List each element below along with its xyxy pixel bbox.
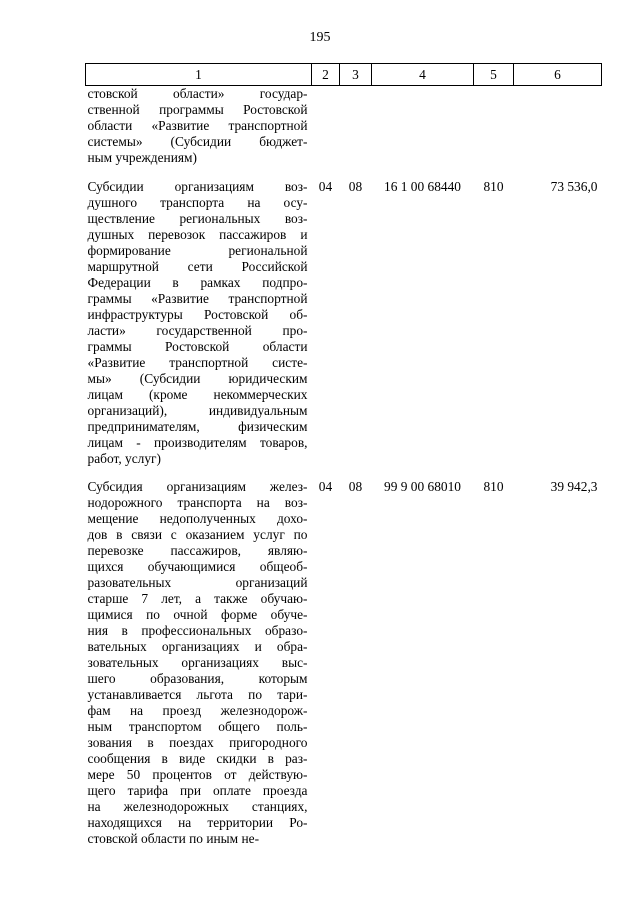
amount-value [514,86,602,172]
header-row [86,64,602,86]
description-line: граммы Ростовской области [87,339,308,354]
target-article-code: 99 9 00 68010 [384,479,461,494]
section-code: 04 [318,479,333,494]
description-line: Субсидия организациям желез- [87,479,308,494]
description-line: шего образования, которым [87,671,308,686]
table-row [86,86,602,172]
description-line: предпринимателям, физическим [87,419,308,434]
header-col-6: 6 [514,64,602,86]
description-line: Федерации в рамках подпро- [87,275,308,290]
description-line: зовательных организациях выс- [87,655,308,670]
expense-type-code: 810 [483,179,504,194]
description-line: ния в профессиональных образо- [87,623,308,638]
header-col-3: 3 [340,64,372,86]
description-line: душного транспорта на осу- [87,195,308,210]
target-article-code: 16 1 00 68440 [384,179,461,194]
description-line: фам на проезд железнодорож- [87,703,308,718]
description-line: ществление региональных воз- [87,211,308,226]
description-line: щего тарифа при оплате проезда [87,783,308,798]
header-col-5: 5 [474,64,514,86]
description-line: стовской области» государ- [87,86,308,101]
description-line: щимися по очной форме обуче- [87,607,308,622]
description-line: перевозке пассажиров, являю- [87,543,308,558]
budget-table [85,63,602,847]
description-line: зования в поездах пригородного [87,735,308,750]
description-line: мы» (Субсидии юридическим [87,371,308,386]
description-line: щихся обучающимися общеоб- [87,559,308,574]
description-line: разовательных организаций [87,575,308,590]
target-article-code [372,86,474,172]
description-line: организаций), индивидуальным [87,403,308,418]
subsection-code: 08 [348,479,363,494]
row-description [86,471,312,847]
description-line: ным учреждениям) [87,150,197,165]
description-line: старше 7 лет, а также обучаю- [87,591,308,606]
description-line: системы» (Субсидии бюджет- [87,134,308,149]
description-line: сообщения в виде скидки в раз- [87,751,308,766]
description-line: «Развитие транспортной систе- [87,355,308,370]
description-line: лицам (кроме некоммерческих [87,387,308,402]
description-line: ственной программы Ростовской [87,102,308,117]
description-line: Субсидии организациям воз- [87,179,308,194]
description-line: ласти» государственной про- [87,323,308,338]
description-line: на железнодорожных станциях, [87,799,308,814]
description-line: душных перевозок пассажиров и [87,227,308,242]
description-line: формирование региональной [87,243,308,258]
description-line: стовской области по иным не- [87,831,260,846]
amount-value: 39 942,3 [550,479,598,494]
expense-type-code: 810 [483,479,504,494]
description-line: ным транспортом общего поль- [87,719,308,734]
description-line: дов в связи с оказанием услуг по [87,527,308,542]
table-row [86,171,602,471]
description-line: вательных организациях и обра- [87,639,308,654]
section-code: 04 [318,179,333,194]
description-line: мере 50 процентов от действую- [87,767,308,782]
description-line: находящихся на территории Ро- [87,815,308,830]
description-line: устанавливается льгота по тари- [87,687,308,702]
table-row [86,471,602,847]
header-col-2: 2 [312,64,340,86]
subsection-code [340,86,372,172]
expense-type-code [474,86,514,172]
description-line: инфраструктуры Ростовской об- [87,307,308,322]
amount-value: 73 536,0 [550,179,598,194]
description-line: области «Развитие транспортной [87,118,308,133]
description-line: работ, услуг) [87,451,161,466]
row-description [86,171,312,471]
section-code [312,86,340,172]
description-line: нодорожного транспорта на воз- [87,495,308,510]
row-description [86,86,312,172]
page-number: 195 [309,30,331,45]
subsection-code: 08 [348,179,363,194]
header-col-4: 4 [372,64,474,86]
description-line: лицам - производителям товаров, [87,435,308,450]
description-line: маршрутной сети Российской [87,259,308,274]
description-line: мещение недополученных дохо- [87,511,308,526]
description-line: граммы «Развитие транспортной [87,291,308,306]
header-col-1: 1 [86,64,312,86]
